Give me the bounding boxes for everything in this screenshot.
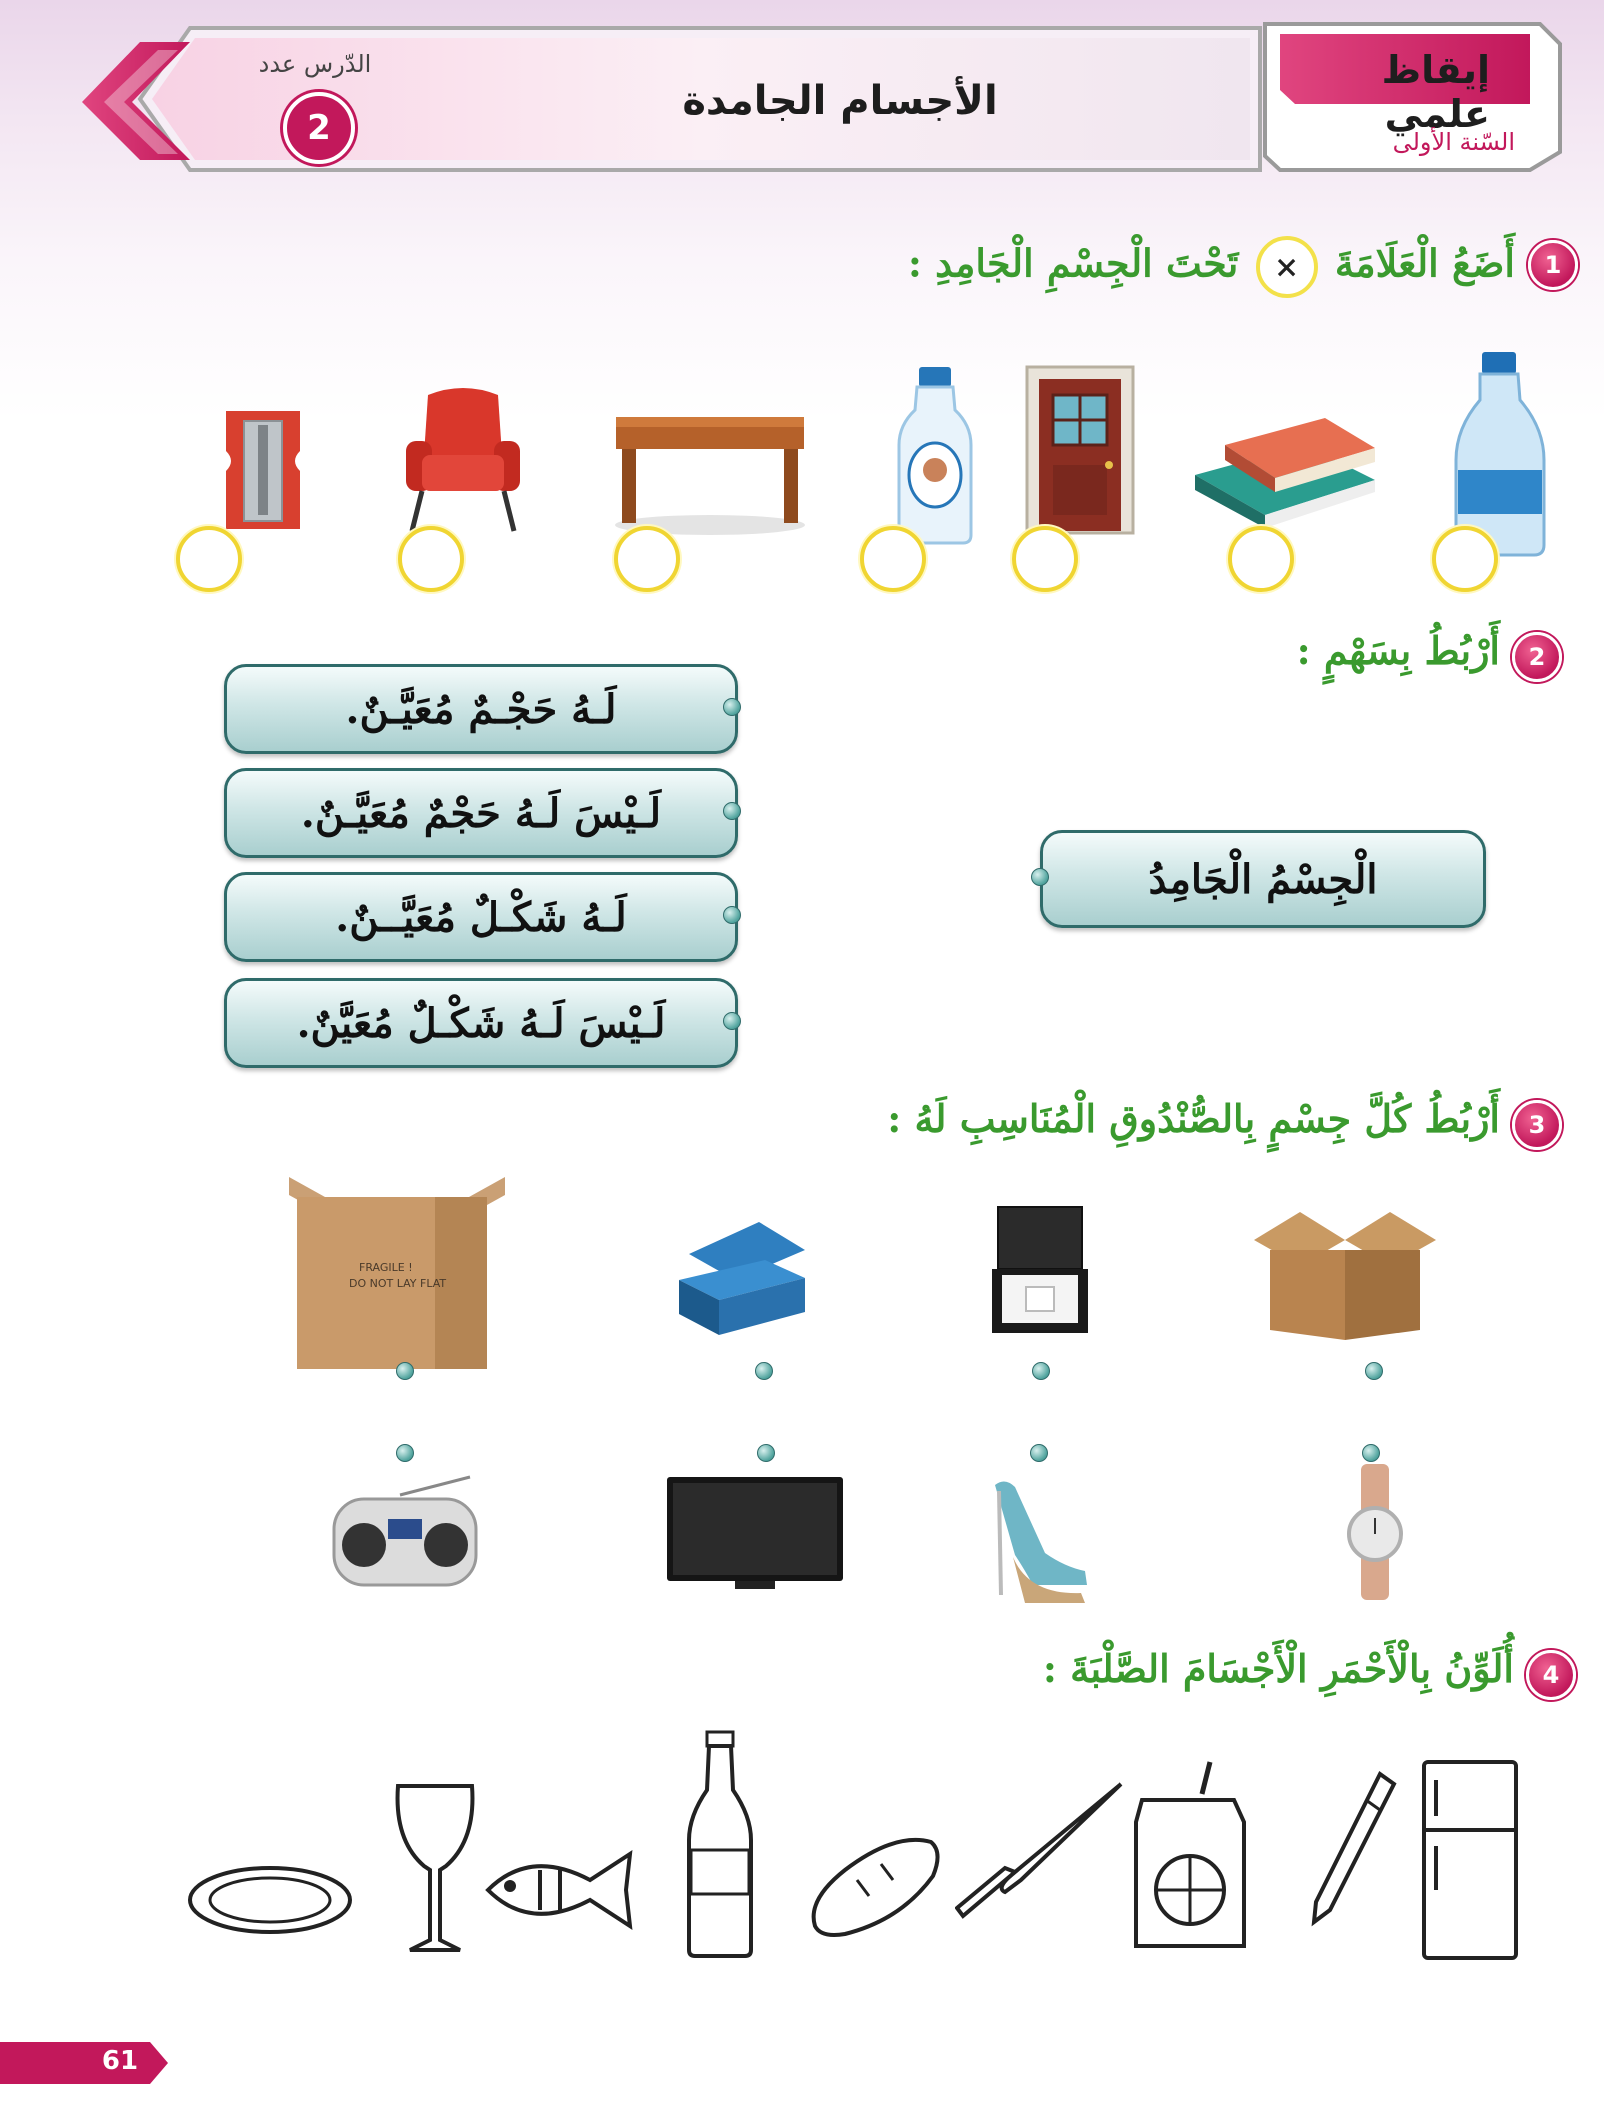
exercise-2-number: 2 [1512,632,1562,682]
exercise-3-number: 3 [1512,1100,1562,1150]
pencil-sharpener-icon [218,405,308,535]
table-icon [610,415,810,535]
lesson-number-badge: 2 [283,92,355,164]
exercise-4-number: 4 [1526,1650,1576,1700]
grade-label: السّنة الأولى [1392,128,1515,156]
refrigerator-icon [1420,1760,1520,1960]
soda-bottle-icon [685,1730,755,1960]
lesson-title: الأجسام الجامدة [682,78,998,124]
books-icon [1185,400,1385,530]
door-icon [1025,365,1135,535]
large-box-icon [285,1175,510,1370]
knife-icon [955,1780,1125,1920]
fish-icon [480,1840,650,1940]
connector-dot-box-3[interactable] [755,1362,773,1380]
connector-dot-object-2[interactable] [1030,1444,1048,1462]
svg-text:FRAGILE !: FRAGILE ! [359,1261,413,1274]
exercise-4-instruction: أُلَوِّنُ بِالْأَحْمَرِ الْأَجْسَامَ الصَّلْبَةَ : [1042,1646,1514,1691]
juice-box-icon [1130,1760,1250,1950]
target-pill: الْجِسْمُ الْجَامِدُ [1040,830,1486,928]
armchair-icon [398,385,528,535]
exercise-1-text-after: تَحْتَ الْجِسْمِ الْجَامِدِ : [907,240,1239,286]
page-number: 61 [101,2046,139,2076]
connector-dot-option-3[interactable] [723,906,741,924]
pen-icon [1300,1770,1400,1940]
wrist-watch-icon [1335,1462,1415,1602]
exercise-1-instruction [530,236,1515,298]
option-pill-2: لَـيْسَ لَـهُ حَجْمٌ مُعَيَّـنٌ. [224,768,738,858]
exercise-3-instruction: أَرْبُطُ كُلَّ جِسْمٍ بِالصُّنْدُوقِ الْمُنَاسِبِ لَهُ : [887,1096,1500,1141]
radio-cd-player-icon [330,1475,480,1590]
exercise-1-number: 1 [1528,240,1578,290]
subject-title: إيقاظ علمي [1381,48,1490,136]
connector-dot-box-2[interactable] [1032,1362,1050,1380]
exercise-1-text-before: أَضَعُ الْعَلَامَةَ [1334,240,1515,286]
connector-dot-option-1[interactable] [723,698,741,716]
lesson-label: الدّرس عدد [258,50,372,78]
option-pill-4: لَـيْسَ لَـهُ شَكْـلٌ مُعَيَّنٌ. [224,978,738,1068]
answer-circle-7[interactable] [176,526,242,592]
connector-dot-option-4[interactable] [723,1012,741,1030]
exercise-2-instruction: أَرْبُطُ بِسَهْمٍ : [1296,628,1500,673]
x-mark-icon: × [1256,236,1318,298]
answer-circle-4[interactable] [860,526,926,592]
connector-dot-option-2[interactable] [723,802,741,820]
answer-circle-6[interactable] [398,526,464,592]
cardboard-box-icon [1250,1210,1440,1345]
connector-dot-object-3[interactable] [757,1444,775,1462]
high-heel-shoe-icon [985,1475,1095,1615]
answer-circle-2[interactable] [1228,526,1294,592]
watch-box-icon [990,1205,1090,1340]
television-icon [665,1475,845,1595]
connector-dot-box-4[interactable] [396,1362,414,1380]
milk-bottle-icon [895,365,975,545]
connector-dot-target[interactable] [1031,868,1049,886]
option-pill-3: لَـهُ شَكْـلٌ مُعَيَّــنٌ. [224,872,738,962]
svg-text:DO NOT LAY FLAT: DO NOT LAY FLAT [349,1277,447,1290]
plate-icon [185,1860,355,1940]
answer-circle-3[interactable] [1012,526,1078,592]
connector-dot-object-4[interactable] [396,1444,414,1462]
option-pill-1: لَـهُ حَجْـمٌ مُعَيَّـنٌ. [224,664,738,754]
connector-dot-object-1[interactable] [1362,1444,1380,1462]
connector-dot-box-1[interactable] [1365,1362,1383,1380]
shoe-box-icon [675,1220,810,1340]
answer-circle-5[interactable] [614,526,680,592]
answer-circle-1[interactable] [1432,526,1498,592]
bread-icon [805,1830,945,1940]
wine-glass-icon [390,1780,480,1960]
